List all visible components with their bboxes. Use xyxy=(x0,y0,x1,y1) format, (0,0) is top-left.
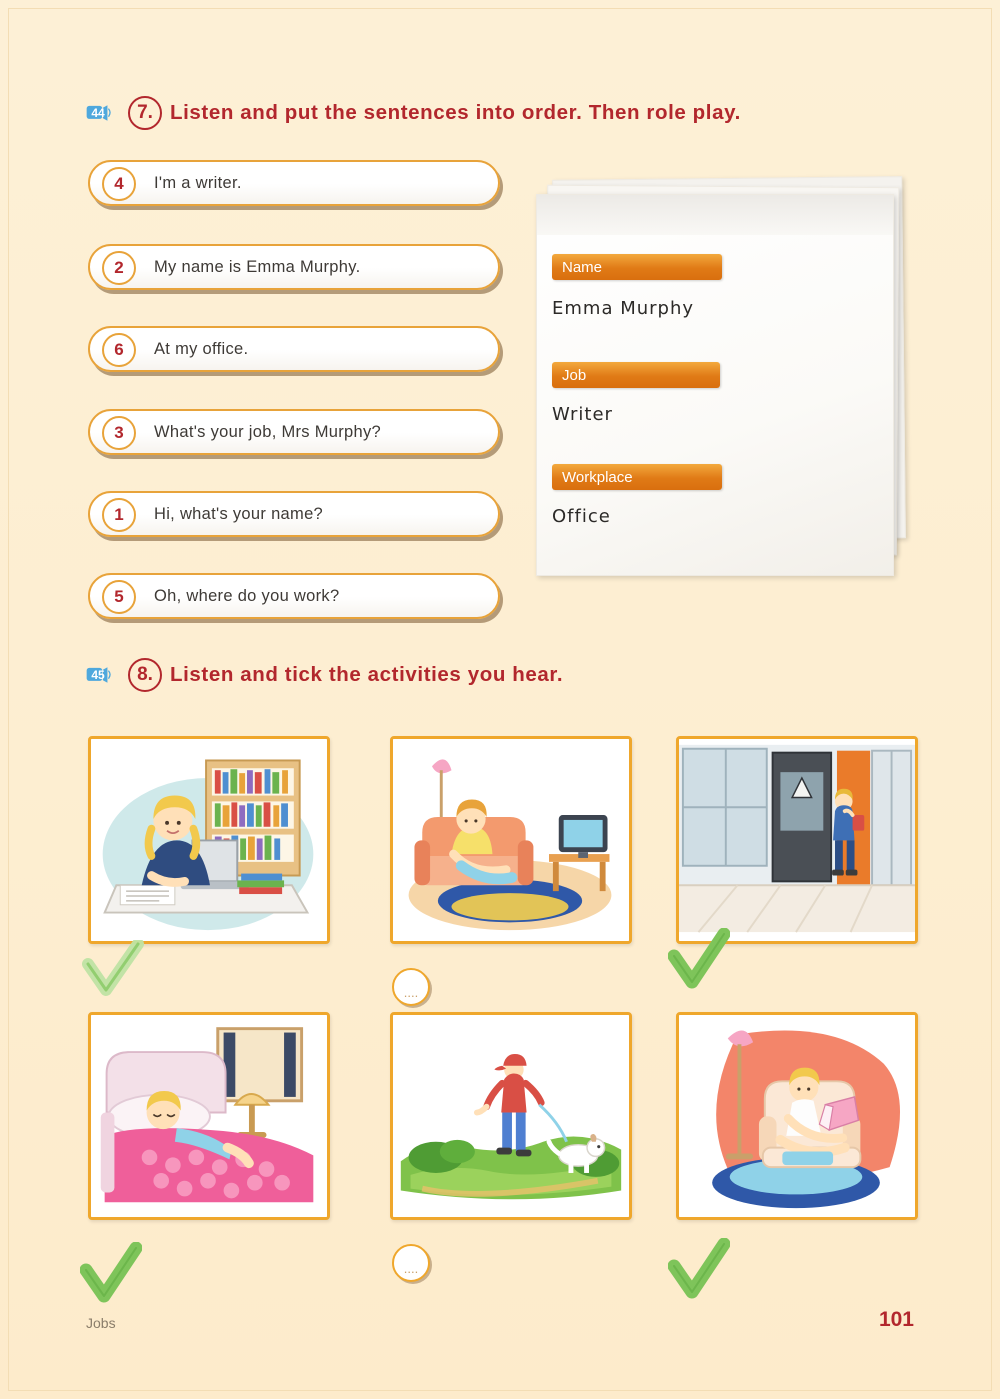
exercise-8-header xyxy=(86,658,563,692)
order-number-input[interactable]: 6 xyxy=(102,333,136,367)
order-number-input[interactable]: 5 xyxy=(102,580,136,614)
order-number-input[interactable]: 4 xyxy=(102,167,136,201)
order-number-input[interactable]: 3 xyxy=(102,416,136,450)
activity-picture-1[interactable] xyxy=(88,736,330,944)
sentence-bubble[interactable] xyxy=(88,326,500,372)
tick-mark-partial[interactable] xyxy=(82,940,144,1006)
field-label-job: Job xyxy=(552,362,720,388)
footer-subject: Jobs xyxy=(86,1315,116,1331)
check-icon xyxy=(668,1238,730,1304)
audio-track-44[interactable] xyxy=(86,100,120,126)
field-value-job: Writer xyxy=(552,404,613,425)
scene-working-at-desk xyxy=(91,739,327,942)
scene-watching-tv xyxy=(393,739,629,942)
activity-picture-2[interactable] xyxy=(390,736,632,944)
audio-track-number: 45 xyxy=(91,668,105,682)
field-value-workplace: Office xyxy=(552,506,611,527)
answer-dots-circle[interactable]: .... xyxy=(392,968,430,1006)
notepad-illustration xyxy=(520,178,910,590)
activity-picture-4[interactable] xyxy=(88,1012,330,1220)
audio-track-number: 44 xyxy=(91,106,105,120)
exercise-7-header xyxy=(86,96,741,130)
exercise-8-title: Listen and tick the activities you hear. xyxy=(170,663,564,686)
sentence-text: My name is Emma Murphy. xyxy=(154,257,361,276)
check-icon xyxy=(82,940,144,1006)
activity-picture-3[interactable] xyxy=(676,736,918,944)
order-number-input[interactable]: 1 xyxy=(102,498,136,532)
sentence-text: Oh, where do you work? xyxy=(154,586,340,605)
order-number-input[interactable]: 2 xyxy=(102,251,136,285)
exercise-7-title: Listen and put the sentences into order. Then role play. xyxy=(170,101,741,124)
page-number: 101 xyxy=(878,1308,914,1331)
sentence-bubble[interactable] xyxy=(88,573,500,619)
sentence-text: What's your job, Mrs Murphy? xyxy=(154,422,382,441)
activity-picture-5[interactable] xyxy=(390,1012,632,1220)
audio-track-45[interactable] xyxy=(86,662,120,688)
sentence-text: Hi, what's your name? xyxy=(154,504,324,523)
sentence-bubble[interactable] xyxy=(88,409,500,455)
sentence-bubble[interactable] xyxy=(88,491,500,537)
check-icon xyxy=(80,1242,142,1308)
answer-dots-circle[interactable]: .... xyxy=(392,1244,430,1282)
field-label-workplace: Workplace xyxy=(552,464,722,490)
field-value-name: Emma Murphy xyxy=(552,298,695,319)
field-label-name: Name xyxy=(552,254,722,280)
tick-mark[interactable] xyxy=(668,928,730,994)
sentence-text: I'm a writer. xyxy=(154,173,242,192)
sentence-bubble[interactable] xyxy=(88,160,500,206)
sentence-bubble[interactable] xyxy=(88,244,500,290)
activity-picture-6[interactable] xyxy=(676,1012,918,1220)
sentence-text: At my office. xyxy=(154,339,249,358)
tick-mark[interactable] xyxy=(80,1242,142,1308)
scene-going-to-office xyxy=(679,739,915,942)
tick-mark[interactable] xyxy=(668,1238,730,1304)
exercise-number-7: 7. xyxy=(128,96,162,130)
scene-sleeping xyxy=(91,1015,327,1218)
scene-walking-the-dog xyxy=(393,1015,629,1218)
scene-reading-a-book xyxy=(679,1015,915,1218)
exercise-number-8: 8. xyxy=(128,658,162,692)
check-icon xyxy=(668,928,730,994)
